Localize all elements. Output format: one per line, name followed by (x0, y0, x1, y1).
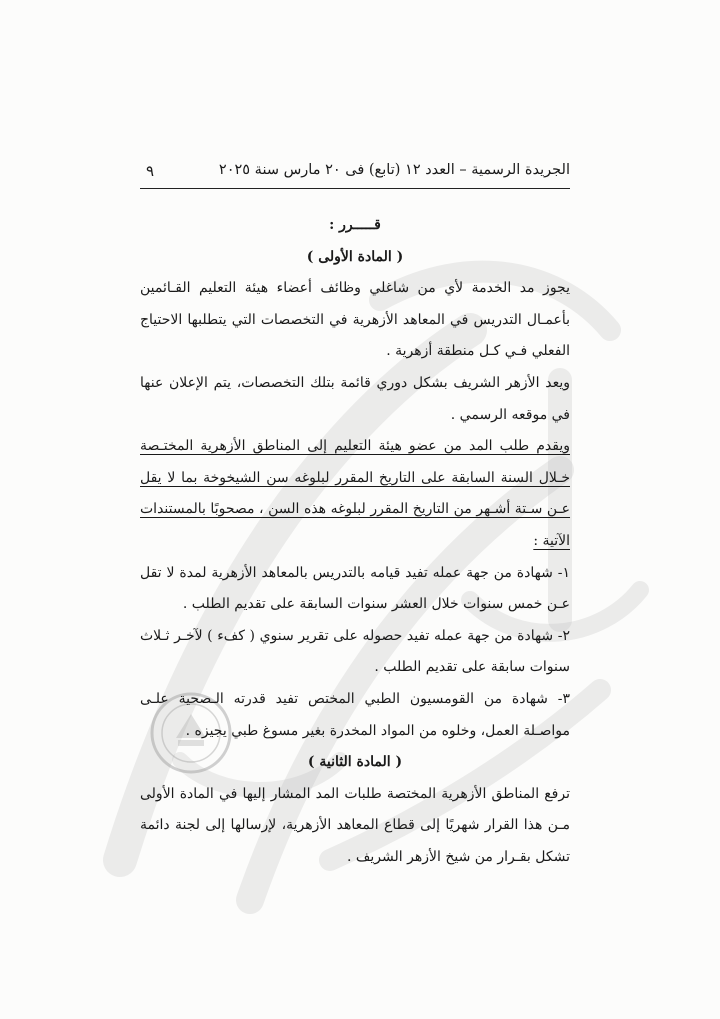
article-one-paragraph-3: ويقدم طلب المد من عضو هيئة التعليم إلى المناطق الأزهرية المختـصة خـلال السنة السابقة على التاريخ المقرر لبلوغه سن الشيخوخة بما لا يقل عـن سـتة أشـهر من التاريخ المقرر لبلوغه هذه السن ، مصحوبًا بالمستندات الآتية : (140, 438, 571, 549)
document-body (140, 210, 570, 873)
page-number: ٩ (146, 162, 155, 180)
article-one-heading: ( المادة الأولى ) (306, 248, 404, 265)
decision-heading: قـــــرر : (329, 217, 381, 233)
list-item: ١- شهادة من جهة عمله تفيد قيامه بالتدريس بالمعاهد الأزهرية لمدة لا تقل عـن خمس سنوات خلال العشر سنوات السابقة على تقديم الطلب . (140, 564, 570, 613)
list-item: ٢- شهادة من جهة عمله تفيد حصوله على تقرير سنوي ( كفء ) لآخـر ثـلاث سنوات سابقة على تقديم الطلب . (140, 627, 570, 676)
article-one-paragraph-1: يجوز مد الخدمة لأي من شاغلي وظائف أعضاء هيئة التعليم القـائمين بأعمـال التدريس في المعاهد الأزهرية في التخصصات التي يتطلبها الاحتياج الفعلي فـي كـل منطقة أزهرية . (140, 280, 570, 360)
list-item: ٣- شهادة من القومسيون الطبي المختص تفيد قدرته الـصحية علـى مواصـلة العمل، وخلوه من المواد المخدرة بغير مسوغ طبي يجيزه . (140, 690, 570, 739)
article-two-heading: ( المادة الثانية ) (307, 754, 403, 771)
page-header (140, 160, 570, 189)
gazette-title: الجريدة الرسمية – العدد ١٢ (تابع) فى ٢٠ مارس سنة ٢٠٢٥ (218, 162, 570, 178)
article-two-paragraph-1: ترفع المناطق الأزهرية المختصة طلبات المد المشار إليها في المادة الأولى مـن هذا القرار شهريًا إلى قطاع المعاهد الأزهرية، لإرسالها إلى لجنة دائمة تشكل بقـرار من شيخ الأزهر الشريف . (140, 785, 570, 865)
article-one-paragraph-2: ويعد الأزهر الشريف بشكل دوري قائمة بتلك التخصصات، يتم الإعلان عنها في موقعه الرسمي . (140, 374, 570, 423)
